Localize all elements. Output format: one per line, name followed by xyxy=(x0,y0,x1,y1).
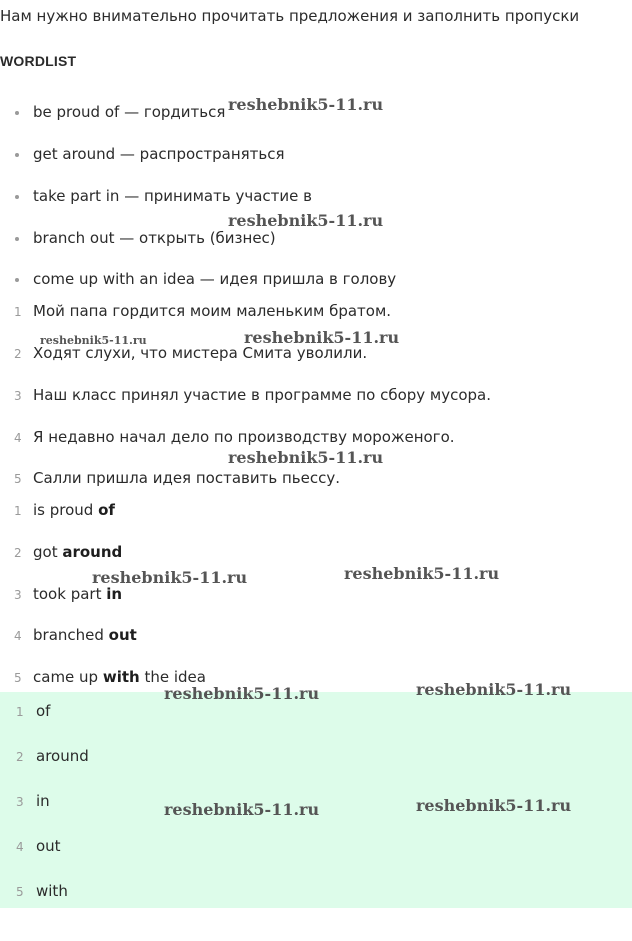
filled-answer: of xyxy=(98,501,115,519)
item-number: 1 xyxy=(14,305,22,319)
item-number: 2 xyxy=(16,750,24,764)
wordlist-item-text: get around — распространяться xyxy=(33,145,285,163)
answer-text: around xyxy=(36,747,89,765)
bullet-icon xyxy=(15,237,19,241)
item-number: 1 xyxy=(16,705,24,719)
item-number: 5 xyxy=(16,885,24,899)
bullet-icon xyxy=(15,153,19,157)
watermark-text: reshebnik5-11.ru xyxy=(92,568,248,587)
filled-answer: around xyxy=(62,543,123,561)
item-number: 4 xyxy=(14,629,22,643)
translation-text: Я недавно начал дело по производству мороженого. xyxy=(33,428,455,446)
watermark-text: reshebnik5-11.ru xyxy=(416,680,572,699)
wordlist-heading: WORDLIST xyxy=(0,53,77,69)
translation-text: Наш класс принял участие в программе по сбору мусора. xyxy=(33,386,492,404)
translation-text: Мой папа гордится моим маленьким братом. xyxy=(33,302,392,320)
item-number: 5 xyxy=(14,472,22,486)
filled-answer: in xyxy=(106,585,123,603)
item-number: 3 xyxy=(14,389,22,403)
filled-text-before: got xyxy=(33,543,63,561)
filled-text-after: the idea xyxy=(139,668,206,686)
answer-text: in xyxy=(36,792,50,810)
wordlist-item-text: come up with an idea — идея пришла в голову xyxy=(33,270,397,288)
wordlist-item-text: take part in — принимать участие в xyxy=(33,187,312,205)
answer-text: with xyxy=(36,882,68,900)
watermark-text: reshebnik5-11.ru xyxy=(164,684,320,703)
item-number: 3 xyxy=(14,588,22,602)
watermark-text: reshebnik5-11.ru xyxy=(228,211,384,230)
filled-text-before: is proud xyxy=(33,501,99,519)
watermark-text: reshebnik5-11.ru xyxy=(228,95,384,114)
bullet-icon xyxy=(15,111,19,115)
filled-text-before: branched xyxy=(33,626,109,644)
watermark-text: reshebnik5-11.ru xyxy=(228,448,384,467)
bullet-icon xyxy=(15,278,19,282)
answer-text: out xyxy=(36,837,61,855)
watermark-text: reshebnik5-11.ru xyxy=(40,334,147,347)
wordlist-item-text: branch out — открыть (бизнес) xyxy=(33,229,276,247)
item-number: 4 xyxy=(14,431,22,445)
item-number: 1 xyxy=(14,504,22,518)
filled-answer: with xyxy=(102,668,140,686)
filled-text-before: took part xyxy=(33,585,107,603)
item-number: 2 xyxy=(14,347,22,361)
filled-text xyxy=(33,499,115,521)
translation-text: Ходят слухи, что мистера Смита уволили. xyxy=(33,344,368,362)
watermark-text: reshebnik5-11.ru xyxy=(244,328,400,347)
item-number: 2 xyxy=(14,546,22,560)
watermark-text: reshebnik5-11.ru xyxy=(164,800,320,819)
intro-text: Нам нужно внимательно прочитать предложения и заполнить пропуски xyxy=(0,7,580,25)
item-number: 3 xyxy=(16,795,24,809)
filled-text-before: came up xyxy=(33,668,103,686)
filled-answer: out xyxy=(108,626,137,644)
watermark-text: reshebnik5-11.ru xyxy=(416,796,572,815)
filled-text xyxy=(33,541,122,563)
item-number: 5 xyxy=(14,671,22,685)
translation-text: Салли пришла идея поставить пьессу. xyxy=(33,469,340,487)
watermark-text: reshebnik5-11.ru xyxy=(344,564,500,583)
item-number: 4 xyxy=(16,840,24,854)
bullet-icon xyxy=(15,195,19,199)
filled-text xyxy=(33,624,137,646)
answer-text: of xyxy=(36,702,51,720)
wordlist-item-text: be proud of — гордиться xyxy=(33,103,226,121)
